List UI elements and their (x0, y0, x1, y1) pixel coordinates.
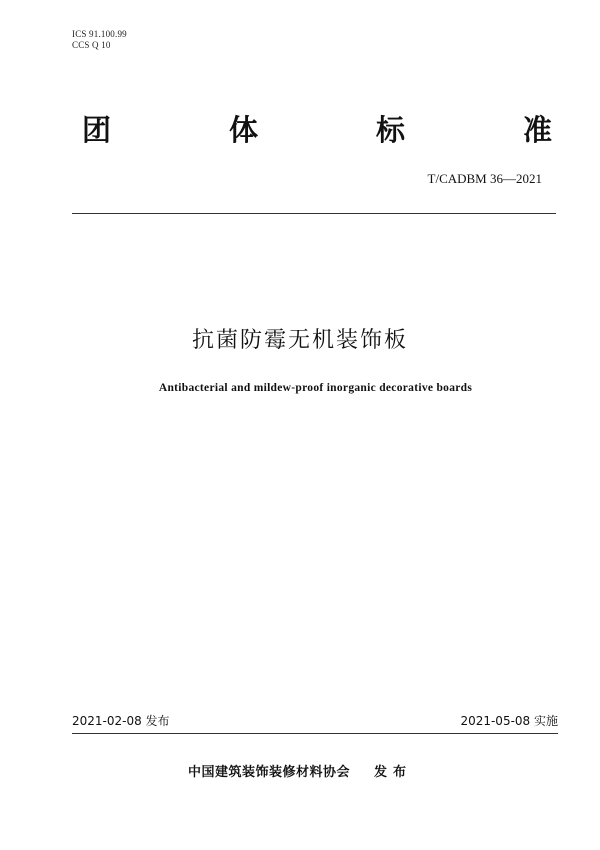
ccs-code: CCS Q 10 (72, 40, 111, 50)
standard-number: T/CADBM 36—2021 (427, 171, 542, 186)
heading-char-2: 体 (228, 113, 258, 147)
issuer-line (0, 764, 600, 782)
header-divider (72, 213, 556, 214)
ics-code: ICS 91.100.99 (72, 29, 127, 39)
title-english: Antibacterial and mildew-proof inorganic decorative boards (158, 382, 473, 394)
implement-date: 2021-05-08 实施 (460, 714, 558, 728)
title-chinese: 抗菌防霉无机装饰板 (191, 328, 408, 353)
issuer-organization: 中国建筑装饰装修材料协会 (187, 765, 350, 780)
issuer-action: 发布 (374, 765, 413, 780)
heading-char-4: 准 (522, 113, 552, 147)
document-type-heading (82, 112, 552, 148)
publish-date: 2021-02-08 发布 (72, 714, 170, 728)
heading-char-1: 团 (82, 113, 112, 147)
footer-divider (72, 733, 558, 734)
heading-char-3: 标 (375, 113, 405, 147)
